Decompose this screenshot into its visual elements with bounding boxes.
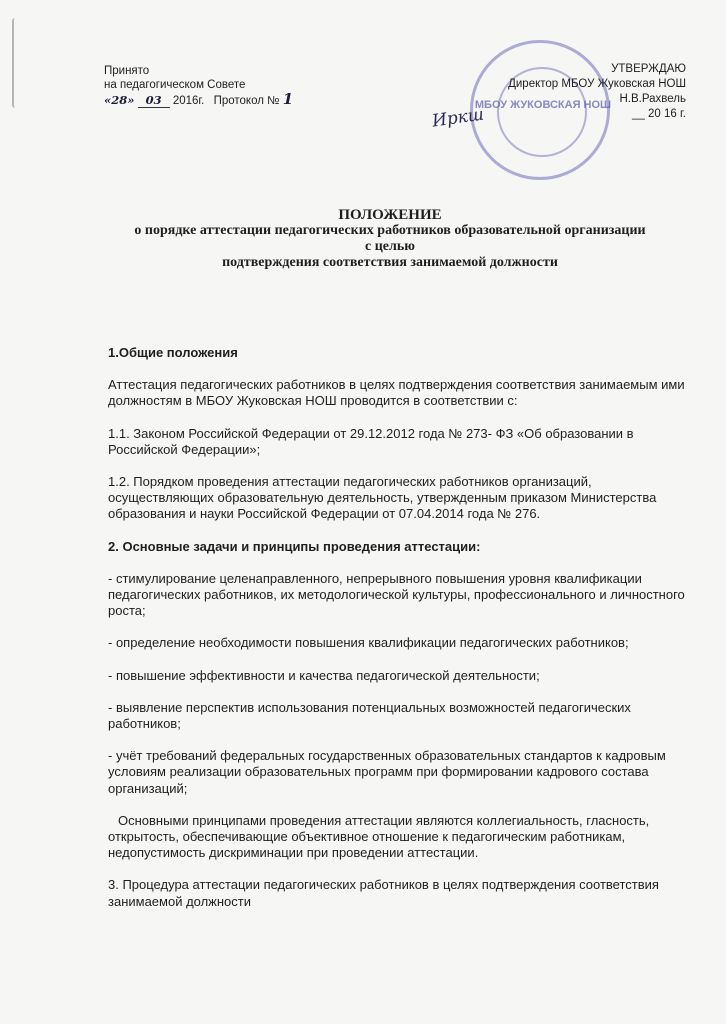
document-body — [108, 345, 698, 926]
scan-artifact — [12, 18, 28, 108]
director-signature: Иркш — [430, 104, 486, 132]
bullet-item: - выявление перспектив использования потенциальных возможностей педагогических работников; — [108, 699, 631, 732]
approve-label: УТВЕРЖДАЮ — [611, 63, 686, 75]
director-name: Н.В.Рахвель — [619, 93, 686, 105]
stamp-text: МБОУ ЖУКОВСКАЯ НОШ — [474, 99, 612, 111]
title-line-3: с целью — [365, 239, 415, 254]
title-line-4: подтверждения соответствия занимаемой должности — [222, 255, 558, 270]
director-label: Директор МБОУ Жуковская НОШ — [508, 78, 686, 90]
section-3-heading: 3. Процедура аттестации педагогических работников в целях подтверждения соответствия занимаемой должности — [108, 877, 659, 909]
handwritten-day: «28» — [104, 93, 135, 107]
section-2-heading: 2. Основные задачи и принципы проведения аттестации: — [108, 538, 481, 554]
council-label: на педагогическом Совете — [104, 79, 246, 91]
title-line-2: о порядке аттестации педагогических работников образовательной организации — [134, 223, 646, 238]
bullet-item: - учёт требований федеральных государственных образовательных стандартов к кадровым условиям реализации образовательных программ при формировании кадрового состава организаций; — [108, 748, 666, 796]
principles-paragraph: Основными принципами проведения аттестации являются коллегиальность, гласность, открытость, обеспечивающие объективное отношение к педагогическим работникам, недопустимость дискриминации при проведении аттестации. — [108, 812, 650, 861]
handwritten-month: 03 — [138, 93, 170, 108]
bullet-item: - повышение эффективности и качества педагогической деятельности; — [108, 667, 540, 683]
title-main: ПОЛОЖЕНИЕ — [338, 207, 442, 223]
date-protocol-line — [104, 92, 293, 108]
clause-1-1: 1.1. Законом Российской Федерации от 29.12.2012 года № 273- ФЗ «Об образовании в Российской Федерации»; — [108, 425, 634, 457]
document-title — [60, 207, 720, 271]
approval-date: __ 20 16 г. — [632, 108, 686, 120]
handwritten-protocol-number: 1 — [282, 90, 294, 108]
section-1-intro: Аттестация педагогических работников в целях подтверждения соответствия занимаемым ими должностям в МБОУ Жуковская НОШ проводится в соответствии с: — [108, 377, 685, 409]
year-text: 2016г. — [172, 95, 205, 107]
bullet-item: - стимулирование целенаправленного, непрерывного повышения уровня квалификации педагогических работников, их методологической культуры, профессионального и личностного роста; — [108, 570, 685, 619]
protocol-label: Протокол № — [213, 95, 280, 107]
bullet-item: - определение необходимости повышения квалификации педагогических работников; — [108, 635, 629, 651]
approval-block — [508, 62, 686, 122]
accepted-label: Принято — [104, 65, 150, 77]
accepted-block — [104, 64, 293, 108]
section-1-heading: 1.Общие положения — [108, 345, 238, 360]
clause-1-2: 1.2. Порядком проведения аттестации педагогических работников организаций, осуществляющих образовательную деятельность, утвержденным приказом Министерства образования и науки Российской Федерации от 07.04.2014 года № 276. — [108, 474, 657, 522]
